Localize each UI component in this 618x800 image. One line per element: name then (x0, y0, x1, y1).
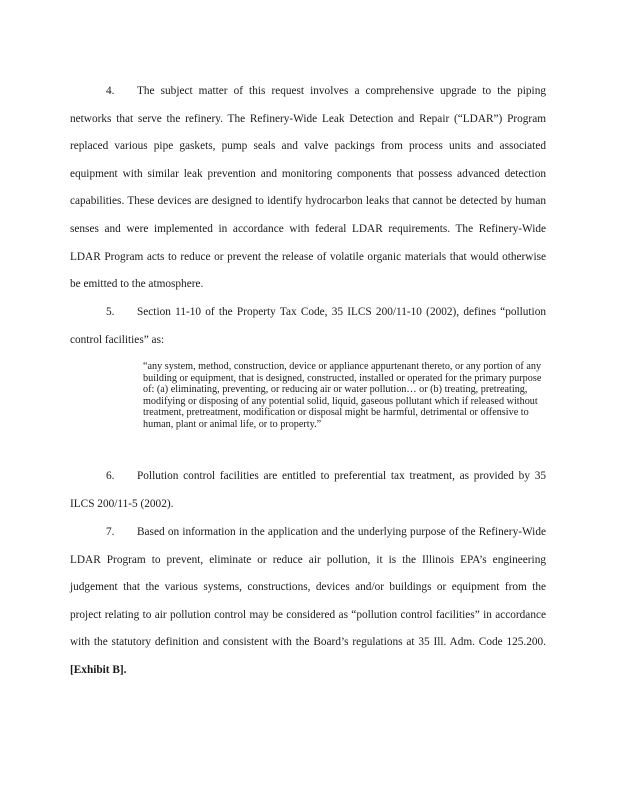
paragraph-4 (70, 78, 546, 299)
paragraph-text: Pollution control facilities are entitled to preferential tax treatment, as provided by 35 ILCS 200/11-5 (2002). (70, 470, 546, 510)
paragraph-number: 4. (106, 85, 115, 97)
paragraph-number: 5. (106, 306, 115, 318)
statutory-quote: “any system, method, construction, device or appliance appurtenant thereto, or any portion of any building or equipment, that is designed, constructed, installed or operated for the primary purpose of: (a) eliminating, preventing, or reducing air or water pollution… or (b) treating, pretreating, modifying or disposing of any potential solid, liquid, gaseous pollutant which if released without treatment, pretreatment, modification or disposal might be harmful, detrimental or offensive to human, plant or animal life, or to property.” (143, 361, 542, 430)
paragraph-text: Section 11-10 of the Property Tax Code, 35 ILCS 200/11-10 (2002), defines “pollution control facilities” as: (70, 306, 546, 346)
paragraph-number: 7. (106, 526, 115, 538)
paragraph-5 (70, 299, 546, 354)
paragraph-number: 6. (106, 470, 115, 482)
paragraph-text: Based on information in the application and the underlying purpose of the Refinery-Wide LDAR Program to prevent, eliminate or reduce air pollution, it is the Illinois EPA’s engineering judgement that the various systems, constructions, devices and/or buildings or equipment from the project relating to air pollution control may be considered as “pollution control facilities” in accordance with the statutory definition and consistent with the Board’s regulations at 35 Ill. Adm. Code 125.200. (70, 526, 546, 649)
paragraph-text: The subject matter of this request involves a comprehensive upgrade to the piping networks that serve the refinery. The Refinery-Wide Leak Detection and Repair (“LDAR”) Program replaced various pipe gaskets, pump seals and valve packings from process units and associated equipment with similar leak prevention and monitoring components that possess advanced detection capabilities. These devices are designed to identify hydrocarbon leaks that cannot be detected by human senses and were implemented in accordance with federal LDAR requirements. The Refinery-Wide LDAR Program acts to reduce or prevent the release of volatile organic materials that would otherwise be emitted to the atmosphere. (70, 85, 546, 291)
paragraph-6 (70, 463, 546, 518)
exhibit-reference: [Exhibit B]. (70, 663, 127, 676)
paragraph-7 (70, 519, 546, 685)
